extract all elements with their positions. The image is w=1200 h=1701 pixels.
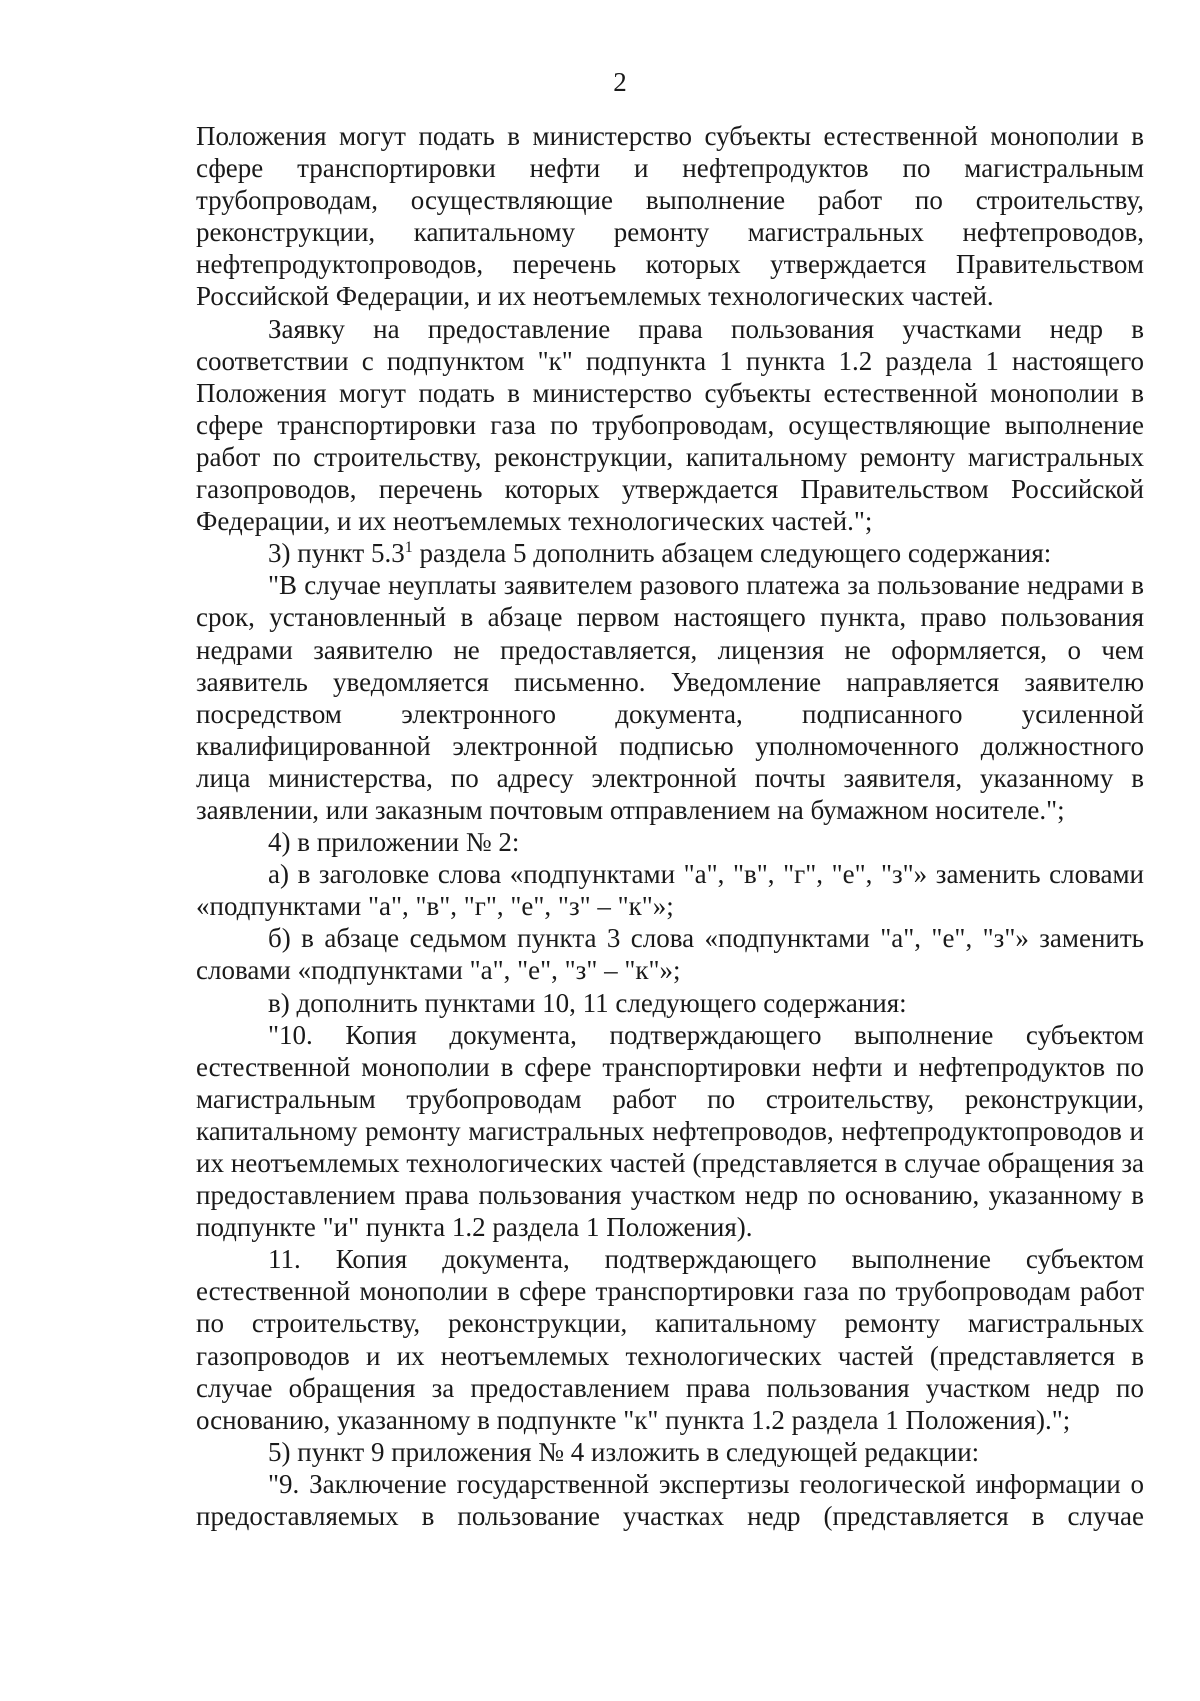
paragraph-point-11: 11. Копия документа, подтверждающего выполнение субъектом естественной монополии в сфере транспортировки газа по трубопроводам работ по строительству, реконструкции, капитальному ремонту магистральных газопроводов и их неотъемлемых технологических частей (представляется в случае обращения за предоставлением права пользования участком недр по основанию, указанному в подпункте "к" пункта 1.2 раздела 1 Положения)."; — [196, 1244, 1144, 1435]
paragraph-non-payment: "В случае неуплаты заявителем разового платежа за пользование недрами в срок, установленный в абзаце первом настоящего пункта, право пользования недрами заявителю не предоставляется, лицензия не оформляется, о чем заявитель уведомляется письменно. Уведомление направляется заявителю посредством электронного документа, подписанного усиленной квалифицированной электронной подписью уполномоченного должностного лица министерства, по адресу электронной почты заявителя, указанному в заявлении, или заказным почтовым отправлением на бумажном носителе."; — [196, 570, 1144, 825]
superscript: 1 — [404, 539, 413, 557]
item-3-text: 3) пункт 5.3 — [268, 538, 405, 569]
paragraph-point-9: "9. Заключение государственной экспертизы геологической информации о предоставляемых в пользование участках недр (представляется в случае — [196, 1468, 1144, 1532]
paragraph-item-5: 5) пункт 9 приложения № 4 изложить в следующей редакции: — [268, 1436, 980, 1467]
paragraph-application-gas: Заявку на предоставление права пользования участками недр в соответствии с подпунктом "к" подпункта 1 пункта 1.2 раздела 1 настоящего Положения могут подать в министерство субъекты естественной монополии в сфере транспортировки газа по трубопроводам, осуществляющие выполнение работ по строительству, реконструкции, капитальному ремонту магистральных газопроводов, перечень которых утверждается Правительством Российской Федерации, и их неотъемлемых технологических частей."; — [196, 313, 1144, 537]
paragraph-point-10: "10. Копия документа, подтверждающего выполнение субъектом естественной монополии в сфере транспортировки нефти и нефтепродуктов по магистральным трубопроводам работ по строительству, реконструкции, капитальному ремонту магистральных нефтепроводов, нефтепродуктопроводов и их неотъемлемых технологических частей (представляется в случае обращения за предоставлением права пользования участком недр по основанию, указанному в подпункте "и" пункта 1.2 раздела 1 Положения). — [196, 1019, 1144, 1243]
paragraph-item-4a: а) в заголовке слова «подпунктами "а", "в", "г", "е", "з"» заменить словами «подпунктами "а", "в", "г", "е", "з" – "к"»; — [196, 859, 1144, 922]
page-number: 2 — [613, 67, 627, 97]
paragraph-item-3 — [196, 537, 1144, 569]
paragraph-continuation: Положения могут подать в министерство субъекты естественной монополии в сфере транспортировки нефти и нефтепродуктов по магистральным трубопроводам, осуществляющие выполнение работ по строительству, реконструкции, капитальному ремонту магистральных нефтепроводов, нефтепродуктопроводов, перечень которых утверждается Правительством Российской Федерации, и их неотъемлемых технологических частей. — [196, 121, 1144, 312]
paragraph-item-4b: б) в абзаце седьмом пункта 3 слова «подпунктами "а", "е", "з"» заменить словами «подпунктами "а", "е", "з" – "к"»; — [196, 923, 1144, 986]
document-body — [196, 120, 1144, 1532]
paragraph-item-4: 4) в приложении № 2: — [268, 827, 520, 858]
paragraph-item-4c: в) дополнить пунктами 10, 11 следующего содержания: — [268, 987, 907, 1018]
item-3-text-rest: раздела 5 дополнить абзацем следующего содержания: — [412, 538, 1052, 569]
